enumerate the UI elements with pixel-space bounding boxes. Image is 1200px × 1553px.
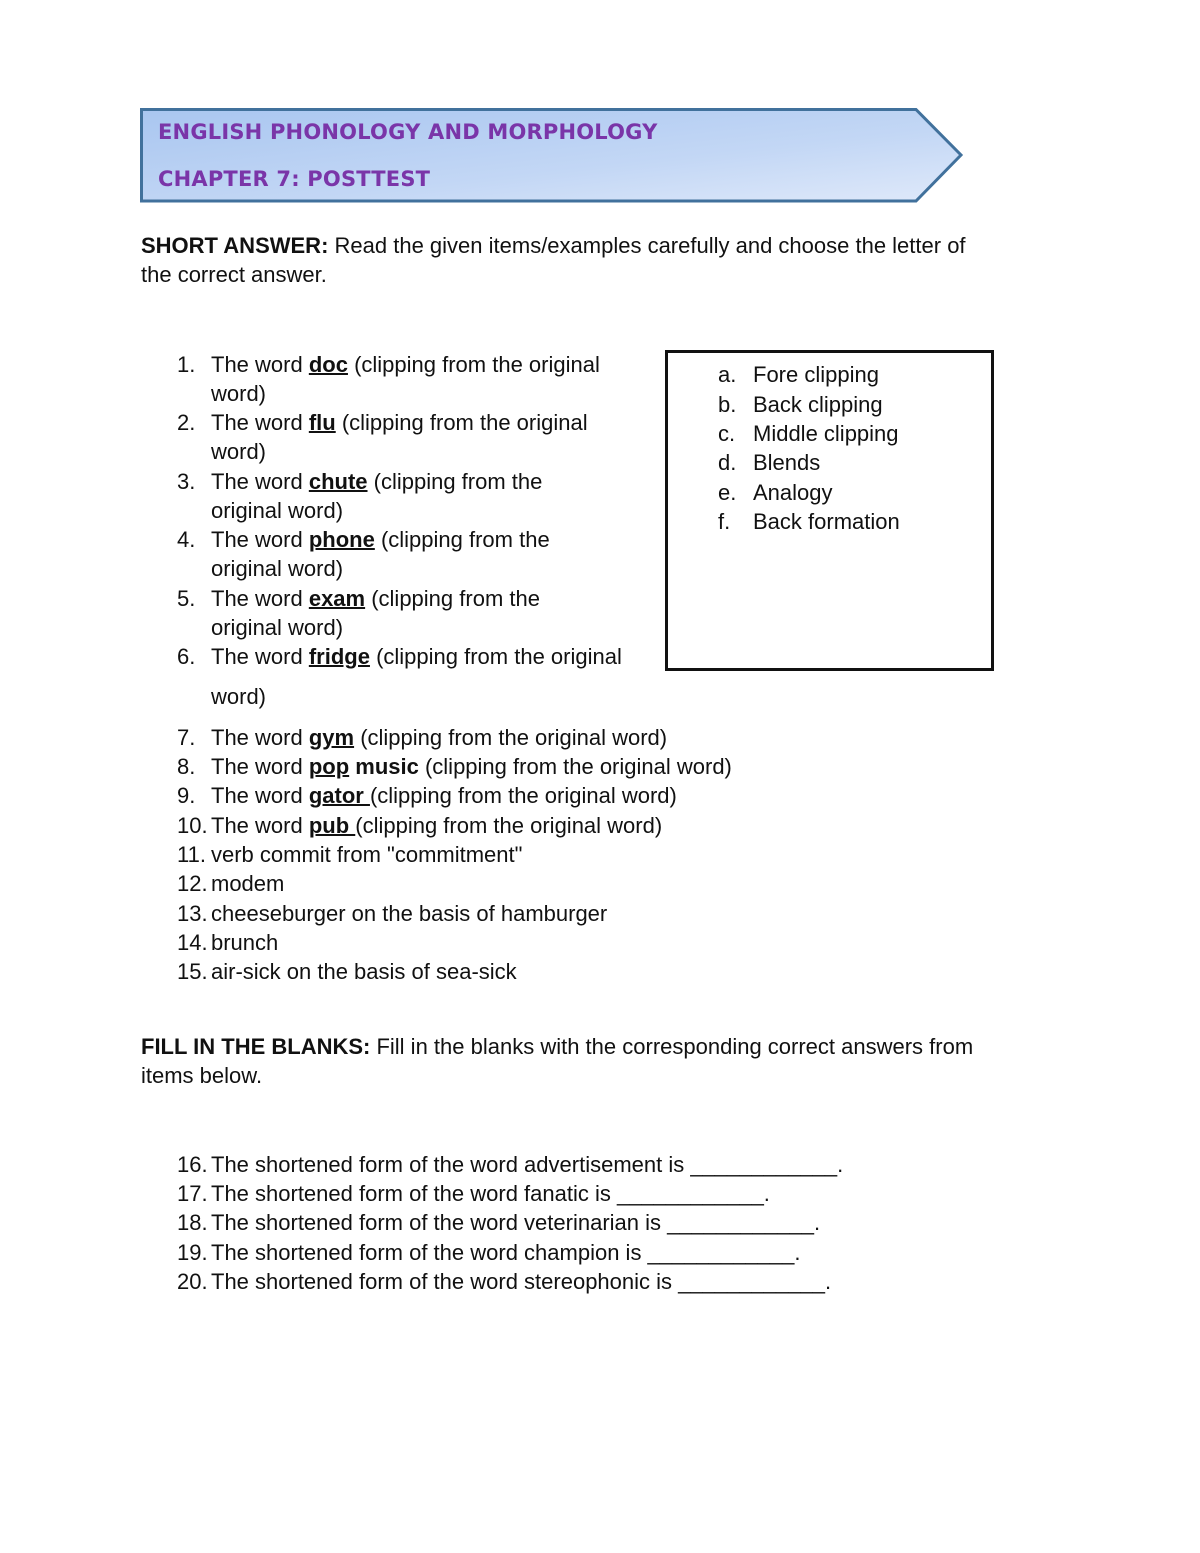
item-number: 6. xyxy=(177,644,196,669)
item-keyword: flu xyxy=(308,410,336,435)
choice-letter: d. xyxy=(718,450,737,475)
item-text: (clipping from the xyxy=(365,586,540,611)
item-keyword: doc xyxy=(308,352,348,377)
item-text: The word xyxy=(211,754,309,779)
item-text: word) xyxy=(211,684,267,709)
item-number: 18. xyxy=(177,1210,208,1235)
short-answer-heading: SHORT ANSWER: xyxy=(141,233,329,258)
item-text: cheeseburger on the basis of hamburger xyxy=(211,901,608,926)
item-text: original word) xyxy=(211,498,344,523)
item-number: 1. xyxy=(177,352,196,377)
item-text: The word xyxy=(211,410,309,435)
choice-label: Middle clipping xyxy=(753,421,899,446)
item-text: modem xyxy=(211,871,285,896)
item-text: The word xyxy=(211,813,309,838)
item-text: original word) xyxy=(211,556,344,581)
course-title: ENGLISH PHONOLOGY AND MORPHOLOGY xyxy=(158,120,658,144)
title-banner xyxy=(140,108,964,204)
item-text: (clipping from the original word) xyxy=(354,725,668,750)
item-text: The word xyxy=(211,527,309,552)
item-text: The shortened form of the word stereophonic is ____________. xyxy=(211,1269,832,1294)
item-number: 7. xyxy=(177,725,196,750)
chapter-title: CHAPTER 7: POSTTEST xyxy=(158,167,431,191)
item-text: (clipping from the xyxy=(367,469,543,494)
item-text: (clipping from the original xyxy=(369,644,622,669)
fill-blanks-heading: FILL IN THE BLANKS: xyxy=(141,1034,371,1059)
item-number: 12. xyxy=(177,871,208,896)
item-number: 15. xyxy=(177,959,208,984)
choice-b xyxy=(718,390,883,419)
choice-label: Analogy xyxy=(753,480,833,505)
item-text: (clipping from the original word) xyxy=(418,754,732,779)
short-answer-instruction: Read the given items/examples carefully and choose the letter of xyxy=(328,233,966,258)
fill-blanks-instruction-cont: items below. xyxy=(141,1063,263,1088)
item-text: (clipping from the original xyxy=(347,352,600,377)
item-keyword: phone xyxy=(308,527,375,552)
item-number: 16. xyxy=(177,1152,208,1177)
item-keyword: chute xyxy=(308,469,368,494)
item-text: brunch xyxy=(211,930,279,955)
choice-a xyxy=(718,360,879,389)
item-number: 8. xyxy=(177,754,196,779)
item-keyword: fridge xyxy=(308,644,370,669)
item-text: (clipping from the xyxy=(374,527,550,552)
item-text: The word xyxy=(211,469,309,494)
item-text: The word xyxy=(211,783,309,808)
item-number: 13. xyxy=(177,901,208,926)
choice-letter: f. xyxy=(718,509,731,534)
choice-d xyxy=(718,448,820,477)
item-number: 4. xyxy=(177,527,196,552)
choice-label: Back formation xyxy=(753,509,900,534)
item-keyword: pub xyxy=(308,813,356,838)
choice-e xyxy=(718,478,833,507)
item-text: The shortened form of the word advertisement is ____________. xyxy=(211,1152,844,1177)
item-text: air-sick on the basis of sea-sick xyxy=(211,959,517,984)
item-text: The word xyxy=(211,586,309,611)
answer-choices-box xyxy=(665,350,994,671)
item-text: The word xyxy=(211,725,309,750)
short-answer-instruction-cont: the correct answer. xyxy=(141,262,327,287)
item-text: word) xyxy=(211,381,267,406)
choice-label: Blends xyxy=(753,450,821,475)
fill-blanks-instruction: Fill in the blanks with the corresponding correct answers from xyxy=(370,1034,974,1059)
item-text: The shortened form of the word champion is ____________. xyxy=(211,1240,801,1265)
item-text: The word xyxy=(211,644,309,669)
item-text: The word xyxy=(211,352,309,377)
item-number: 11. xyxy=(177,842,206,867)
item-keyword: gator xyxy=(308,783,370,808)
item-number: 10. xyxy=(177,813,208,838)
short-answer-instructions xyxy=(141,231,1041,289)
item-number: 3. xyxy=(177,469,196,494)
choice-letter: c. xyxy=(718,421,736,446)
item-number: 14. xyxy=(177,930,208,955)
fill-blanks-instructions xyxy=(141,1032,1041,1090)
choice-f xyxy=(718,507,900,536)
item-keyword: exam xyxy=(308,586,366,611)
item-keyword: music xyxy=(349,754,419,779)
item-number: 19. xyxy=(177,1240,208,1265)
item-text: verb commit from "commitment" xyxy=(211,842,523,867)
item-text: word) xyxy=(211,439,267,464)
item-text: (clipping from the original word) xyxy=(369,783,677,808)
item-text: (clipping from the original word) xyxy=(355,813,663,838)
choice-c xyxy=(718,419,899,448)
item-number: 17. xyxy=(177,1181,208,1206)
item-keyword: pop xyxy=(308,754,350,779)
item-number: 9. xyxy=(177,783,196,808)
item-number: 20. xyxy=(177,1269,208,1294)
item-text: The shortened form of the word fanatic is ____________. xyxy=(211,1181,770,1206)
choice-letter: e. xyxy=(718,480,737,505)
item-number: 5. xyxy=(177,586,196,611)
item-keyword: gym xyxy=(308,725,355,750)
choice-label: Fore clipping xyxy=(753,362,879,387)
item-text: original word) xyxy=(211,615,344,640)
item-text: (clipping from the original xyxy=(335,410,588,435)
choice-letter: a. xyxy=(718,362,737,387)
choice-letter: b. xyxy=(718,392,737,417)
item-text: The shortened form of the word veterinarian is ____________. xyxy=(211,1210,821,1235)
choice-label: Back clipping xyxy=(753,392,883,417)
item-number: 2. xyxy=(177,410,196,435)
